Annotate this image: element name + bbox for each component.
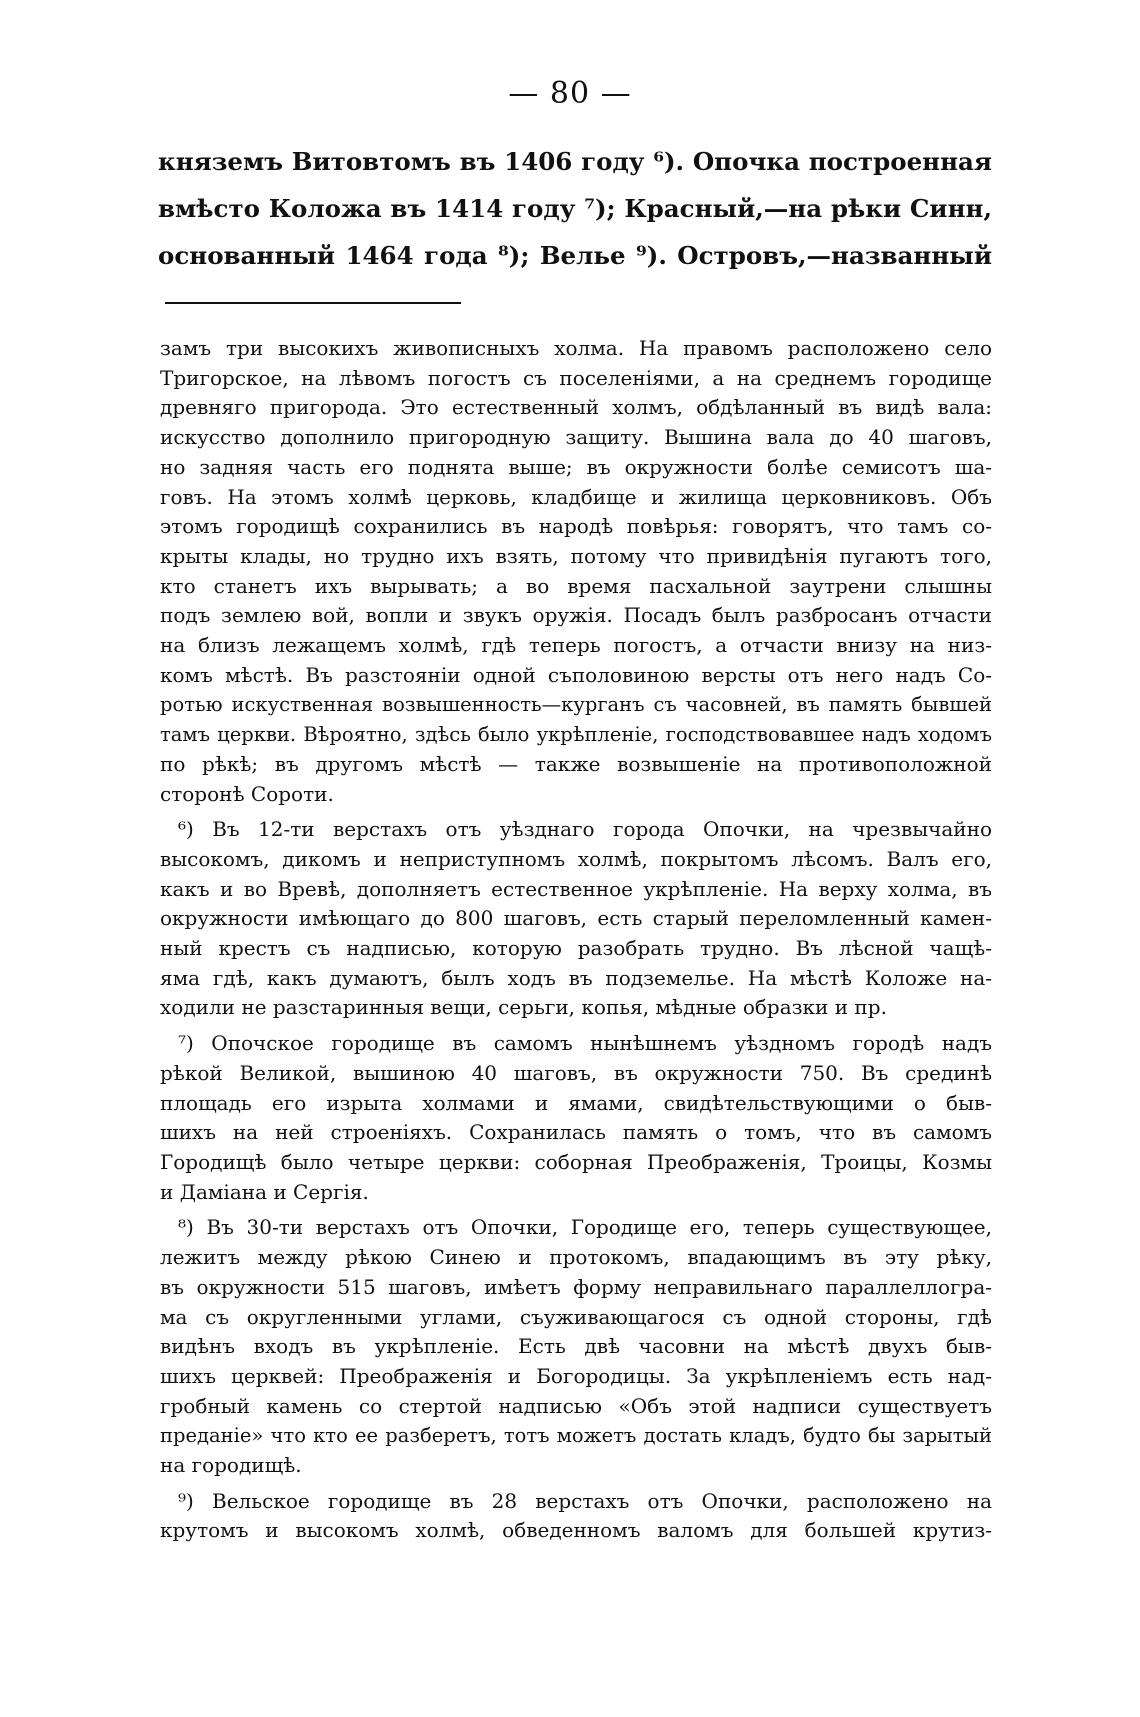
main-text-line: княземъ Витовтомъ въ 1406 году ⁶). Опочка построенная — [158, 147, 992, 176]
footnote-line: ⁶) Въ 12-ти верстахъ отъ уѣзднаго города Опочки, на чрезвычайно — [178, 817, 992, 842]
footnote-line: комъ мѣстѣ. Въ разстояніи одной съполовиною версты отъ него надъ Со- — [160, 662, 992, 687]
footnote-line: и Даміана и Сергія. — [160, 1179, 369, 1204]
footnote-line: кто станетъ ихъ вырывать; а во время пасхальной заутрени слышны — [160, 573, 992, 598]
footnote-line: ный крестъ съ надписью, которую разобрать трудно. Въ лѣсной чащѣ- — [160, 936, 992, 961]
footnote-line: рѣкой Великой, вышиною 40 шаговъ, въ окружности 750. Въ срединѣ — [160, 1060, 992, 1085]
footnote-line: на близъ лежащемъ холмѣ, гдѣ теперь погостъ, а отчасти внизу на низ- — [160, 633, 992, 658]
footnote-line: какъ и во Вревѣ, дополняетъ естественное укрѣпленіе. На верху холма, въ — [160, 876, 992, 901]
footnote-line: шихъ на ней строеніяхъ. Сохранилась память о томъ, что въ самомъ — [160, 1120, 992, 1145]
footnote-line: лежитъ между рѣкою Синею и протокомъ, впадающимъ въ эту рѣку, — [160, 1245, 992, 1270]
footnote-line: подъ землею вой, вопли и звукъ оружія. Посадъ былъ разбросанъ отчасти — [160, 603, 992, 628]
footnote-line: древняго пригорода. Это естественный холмъ, обдѣланный въ видѣ вала: — [160, 395, 992, 420]
footnote-line: крыты клады, но трудно ихъ взять, потому что привидѣнія пугаютъ того, — [160, 543, 992, 568]
footnote-line: яма гдѣ, какъ думаютъ, былъ ходъ въ подземелье. На мѣстѣ Коложе на- — [160, 965, 992, 990]
footnote-line: по рѣкѣ; въ другомъ мѣстѣ — также возвышеніе на противоположной — [160, 751, 992, 776]
main-text-line: основанный 1464 года ⁸); Велье ⁹). Островъ,—названный — [158, 241, 992, 270]
footnote-line: Тригорское, на лѣвомъ погостъ съ поселеніями, а на среднемъ городище — [160, 365, 992, 390]
footnote-line: гробный камень со стертой надписью «Объ этой надписи существуетъ — [160, 1393, 992, 1418]
footnote-line: ходили не разстаринныя вещи, серьги, копья, мѣдные образки и пр. — [160, 995, 887, 1020]
footnote-line: этомъ городищѣ сохранились въ народѣ повѣрья: говорятъ, что тамъ со- — [160, 514, 992, 539]
footnote-line: на городищѣ. — [160, 1453, 302, 1478]
main-text — [158, 138, 992, 279]
footnote-line: Городищѣ было четыре церкви: соборная Преображенія, Троицы, Козмы — [160, 1149, 992, 1174]
footnote-6 — [160, 815, 992, 1023]
footnote-line: тамъ церкви. Вѣроятно, здѣсь было укрѣпленіе, господствовавшее надъ ходомъ — [160, 723, 992, 747]
footnote-line: ⁹) Вельское городище въ 28 верстахъ отъ Опочки, расположено на — [178, 1488, 992, 1513]
main-text-line: вмѣсто Коложа въ 1414 году ⁷); Красный,—на рѣки Синн, — [158, 194, 992, 223]
footnote-9 — [160, 1487, 992, 1546]
footnotes — [160, 334, 992, 1546]
footnote-line: окружности имѣющаго до 800 шаговъ, есть старый переломленный камен- — [160, 906, 992, 931]
page-number: — 80 — — [508, 76, 632, 111]
footnote-8 — [160, 1213, 992, 1480]
footnote-line: преданіе» что кто ее разберетъ, тотъ можетъ достать кладъ, будто бы зарытый — [160, 1424, 992, 1448]
footnote-line: но задняя часть его поднята выше; въ окружности болѣе семисотъ ша- — [160, 454, 992, 479]
footnote-line: ма съ округленными углами, съуживающагося съ одной стороны, гдѣ — [160, 1304, 992, 1329]
footnote-line: въ окружности 515 шаговъ, имѣетъ форму неправильнаго параллеллогра- — [160, 1274, 992, 1299]
footnote-line: крутомъ и высокомъ холмѣ, обведенномъ валомъ для большей крутиз- — [160, 1518, 992, 1543]
footnote-line: площадь его изрыта холмами и ямами, свидѣтельствующими о быв- — [160, 1090, 992, 1115]
footnote-line: ротью искуственная возвышенность—курганъ съ часовней, въ память бывшей — [160, 693, 992, 717]
footnote-line: видѣнъ входъ въ укрѣпленіе. Есть двѣ часовни на мѣстѣ двухъ быв- — [160, 1334, 992, 1359]
footnote-line: искусство дополнило пригородную защиту. Вышина вала до 40 шаговъ, — [160, 425, 992, 450]
footnote-line: сторонѣ Сороти. — [160, 781, 334, 806]
footnote-line: говъ. На этомъ холмѣ церковь, кладбище и жилища церковниковъ. Объ — [160, 484, 992, 509]
footnote-divider — [165, 302, 461, 304]
footnote-line: ⁷) Опочское городище въ самомъ нынѣшнемъ уѣздномъ городѣ надъ — [178, 1031, 992, 1056]
footnote-7 — [160, 1029, 992, 1207]
footnote-line: ⁸) Въ 30-ти верстахъ отъ Опочки, Городище его, теперь существующее, — [178, 1215, 992, 1240]
footnote-continuation — [160, 334, 992, 809]
footnote-line: шихъ церквей: Преображенія и Богородицы. За укрѣпленіемъ есть над- — [160, 1363, 992, 1388]
footnote-line: замъ три высокихъ живописныхъ холма. На правомъ расположено село — [160, 336, 992, 360]
footnote-line: высокомъ, дикомъ и неприступномъ холмѣ, покрытомъ лѣсомъ. Валъ его, — [160, 846, 992, 871]
